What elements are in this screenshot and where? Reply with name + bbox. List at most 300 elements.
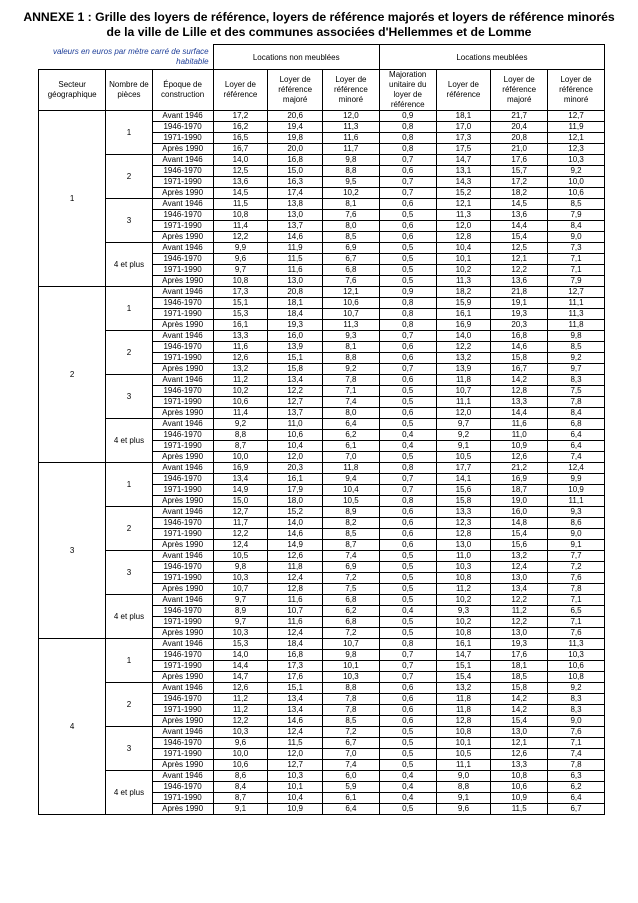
pieces-cell: 2 xyxy=(106,683,152,727)
m-ref-cell: 13,2 xyxy=(436,683,491,694)
epoque-cell: 1971-1990 xyxy=(152,573,213,584)
majoration-cell: 0,7 xyxy=(379,661,436,672)
majoration-cell: 0,5 xyxy=(379,243,436,254)
epoque-cell: 1946-1970 xyxy=(152,386,213,397)
nm-min-cell: 10,7 xyxy=(322,639,379,650)
nm-maj-cell: 12,4 xyxy=(268,628,323,639)
majoration-cell: 0,6 xyxy=(379,199,436,210)
col-header-m-min: Loyer de référence minoré xyxy=(548,70,605,111)
m-maj-cell: 13,6 xyxy=(491,276,548,287)
m-maj-cell: 12,2 xyxy=(491,595,548,606)
majoration-cell: 0,8 xyxy=(379,122,436,133)
majoration-cell: 0,5 xyxy=(379,276,436,287)
epoque-cell: 1946-1970 xyxy=(152,738,213,749)
nm-ref-cell: 16,1 xyxy=(213,320,268,331)
majoration-cell: 0,8 xyxy=(379,298,436,309)
nm-maj-cell: 10,3 xyxy=(268,771,323,782)
nm-ref-cell: 15,3 xyxy=(213,639,268,650)
epoque-cell: 1971-1990 xyxy=(152,749,213,760)
pieces-cell: 3 xyxy=(106,727,152,771)
nm-min-cell: 6,9 xyxy=(322,562,379,573)
m-maj-cell: 14,8 xyxy=(491,518,548,529)
m-ref-cell: 13,9 xyxy=(436,364,491,375)
m-maj-cell: 13,0 xyxy=(491,573,548,584)
table-row xyxy=(39,463,605,474)
majoration-cell: 0,5 xyxy=(379,804,436,815)
m-ref-cell: 10,8 xyxy=(436,573,491,584)
m-maj-cell: 12,8 xyxy=(491,386,548,397)
nm-maj-cell: 11,6 xyxy=(268,265,323,276)
nm-ref-cell: 8,4 xyxy=(213,782,268,793)
majoration-cell: 0,8 xyxy=(379,133,436,144)
majoration-cell: 0,7 xyxy=(379,672,436,683)
nm-ref-cell: 11,6 xyxy=(213,342,268,353)
nm-maj-cell: 17,9 xyxy=(268,485,323,496)
majoration-cell: 0,5 xyxy=(379,727,436,738)
epoque-cell: 1971-1990 xyxy=(152,353,213,364)
epoque-cell: Avant 1946 xyxy=(152,727,213,738)
nm-min-cell: 10,6 xyxy=(322,298,379,309)
m-min-cell: 7,7 xyxy=(548,551,605,562)
majoration-cell: 0,8 xyxy=(379,309,436,320)
nm-ref-cell: 10,5 xyxy=(213,551,268,562)
m-ref-cell: 11,1 xyxy=(436,397,491,408)
nm-min-cell: 8,8 xyxy=(322,683,379,694)
m-min-cell: 7,6 xyxy=(548,573,605,584)
epoque-cell: Après 1990 xyxy=(152,672,213,683)
nm-maj-cell: 11,5 xyxy=(268,738,323,749)
m-ref-cell: 12,2 xyxy=(436,342,491,353)
m-ref-cell: 11,8 xyxy=(436,694,491,705)
m-ref-cell: 13,3 xyxy=(436,507,491,518)
m-min-cell: 8,3 xyxy=(548,375,605,386)
nm-maj-cell: 11,6 xyxy=(268,595,323,606)
nm-maj-cell: 14,0 xyxy=(268,518,323,529)
nm-min-cell: 6,9 xyxy=(322,243,379,254)
nm-min-cell: 6,4 xyxy=(322,804,379,815)
epoque-cell: 1971-1990 xyxy=(152,441,213,452)
m-maj-cell: 12,6 xyxy=(491,452,548,463)
nm-min-cell: 7,8 xyxy=(322,375,379,386)
m-maj-cell: 13,0 xyxy=(491,727,548,738)
nm-ref-cell: 10,2 xyxy=(213,386,268,397)
m-min-cell: 7,8 xyxy=(548,397,605,408)
m-maj-cell: 11,5 xyxy=(491,804,548,815)
majoration-cell: 0,4 xyxy=(379,793,436,804)
nm-maj-cell: 19,3 xyxy=(268,320,323,331)
m-maj-cell: 12,1 xyxy=(491,738,548,749)
m-min-cell: 12,1 xyxy=(548,133,605,144)
epoque-cell: Après 1990 xyxy=(152,760,213,771)
m-min-cell: 10,8 xyxy=(548,672,605,683)
col-header-pieces: Nombre de pièces xyxy=(106,70,152,111)
nm-min-cell: 5,9 xyxy=(322,782,379,793)
epoque-cell: 1971-1990 xyxy=(152,617,213,628)
nm-min-cell: 8,0 xyxy=(322,221,379,232)
m-min-cell: 11,3 xyxy=(548,309,605,320)
col-header-majoration: Majoration unitaire du loyer de référence xyxy=(379,70,436,111)
epoque-cell: 1971-1990 xyxy=(152,705,213,716)
epoque-cell: 1971-1990 xyxy=(152,265,213,276)
nm-maj-cell: 17,4 xyxy=(268,188,323,199)
nm-maj-cell: 12,6 xyxy=(268,551,323,562)
nm-min-cell: 6,7 xyxy=(322,254,379,265)
majoration-cell: 0,8 xyxy=(379,496,436,507)
m-maj-cell: 13,0 xyxy=(491,628,548,639)
table-row xyxy=(39,771,605,782)
nm-maj-cell: 20,6 xyxy=(268,111,323,122)
nm-ref-cell: 11,2 xyxy=(213,375,268,386)
nm-ref-cell: 8,9 xyxy=(213,606,268,617)
nm-min-cell: 8,1 xyxy=(322,342,379,353)
nm-min-cell: 7,8 xyxy=(322,705,379,716)
nm-maj-cell: 10,1 xyxy=(268,782,323,793)
epoque-cell: Avant 1946 xyxy=(152,595,213,606)
m-ref-cell: 11,8 xyxy=(436,705,491,716)
m-maj-cell: 19,3 xyxy=(491,309,548,320)
nm-ref-cell: 12,2 xyxy=(213,232,268,243)
majoration-cell: 0,6 xyxy=(379,518,436,529)
table-row xyxy=(39,639,605,650)
m-maj-cell: 12,6 xyxy=(491,749,548,760)
m-min-cell: 8,4 xyxy=(548,408,605,419)
m-maj-cell: 17,2 xyxy=(491,177,548,188)
nm-min-cell: 9,8 xyxy=(322,155,379,166)
col-header-m-maj: Loyer de référence majoré xyxy=(491,70,548,111)
m-maj-cell: 11,6 xyxy=(491,419,548,430)
nm-min-cell: 11,7 xyxy=(322,144,379,155)
epoque-cell: Avant 1946 xyxy=(152,771,213,782)
epoque-cell: 1971-1990 xyxy=(152,221,213,232)
majoration-cell: 0,6 xyxy=(379,353,436,364)
nm-ref-cell: 10,0 xyxy=(213,452,268,463)
majoration-cell: 0,5 xyxy=(379,617,436,628)
nm-ref-cell: 10,8 xyxy=(213,276,268,287)
nm-maj-cell: 13,9 xyxy=(268,342,323,353)
m-maj-cell: 18,2 xyxy=(491,188,548,199)
title-line-1: ANNEXE 1 : Grille des loyers de référence, loyers de référence majorés et loyers de référence minorés xyxy=(23,10,615,24)
nm-min-cell: 11,3 xyxy=(322,122,379,133)
epoque-cell: 1946-1970 xyxy=(152,606,213,617)
m-ref-cell: 15,4 xyxy=(436,672,491,683)
m-ref-cell: 10,3 xyxy=(436,562,491,573)
m-ref-cell: 10,5 xyxy=(436,452,491,463)
m-min-cell: 7,5 xyxy=(548,386,605,397)
nm-ref-cell: 16,7 xyxy=(213,144,268,155)
nm-min-cell: 7,5 xyxy=(322,584,379,595)
nm-maj-cell: 20,0 xyxy=(268,144,323,155)
nm-ref-cell: 11,4 xyxy=(213,221,268,232)
epoque-cell: 1946-1970 xyxy=(152,166,213,177)
nm-maj-cell: 13,7 xyxy=(268,408,323,419)
majoration-cell: 0,6 xyxy=(379,683,436,694)
majoration-cell: 0,5 xyxy=(379,573,436,584)
nm-maj-cell: 15,1 xyxy=(268,353,323,364)
m-min-cell: 7,9 xyxy=(548,210,605,221)
majoration-cell: 0,5 xyxy=(379,397,436,408)
m-min-cell: 7,1 xyxy=(548,738,605,749)
epoque-cell: Après 1990 xyxy=(152,452,213,463)
nm-ref-cell: 14,0 xyxy=(213,650,268,661)
nm-maj-cell: 14,6 xyxy=(268,529,323,540)
pieces-cell: 3 xyxy=(106,199,152,243)
nm-ref-cell: 14,9 xyxy=(213,485,268,496)
m-min-cell: 10,9 xyxy=(548,485,605,496)
table-row xyxy=(39,683,605,694)
nm-min-cell: 7,8 xyxy=(322,694,379,705)
nm-maj-cell: 12,7 xyxy=(268,760,323,771)
m-maj-cell: 15,8 xyxy=(491,683,548,694)
m-min-cell: 7,1 xyxy=(548,254,605,265)
majoration-cell: 0,4 xyxy=(379,441,436,452)
majoration-cell: 0,6 xyxy=(379,507,436,518)
m-min-cell: 6,4 xyxy=(548,441,605,452)
majoration-cell: 0,9 xyxy=(379,287,436,298)
majoration-cell: 0,6 xyxy=(379,342,436,353)
m-min-cell: 6,3 xyxy=(548,771,605,782)
m-min-cell: 9,3 xyxy=(548,507,605,518)
nm-maj-cell: 13,0 xyxy=(268,210,323,221)
m-ref-cell: 10,4 xyxy=(436,243,491,254)
m-min-cell: 9,0 xyxy=(548,716,605,727)
table-row xyxy=(39,111,605,122)
m-min-cell: 6,4 xyxy=(548,793,605,804)
table-row xyxy=(39,331,605,342)
pieces-cell: 3 xyxy=(106,551,152,595)
epoque-cell: Après 1990 xyxy=(152,408,213,419)
pieces-cell: 1 xyxy=(106,111,152,155)
nm-min-cell: 7,4 xyxy=(322,551,379,562)
nm-min-cell: 8,8 xyxy=(322,353,379,364)
m-maj-cell: 18,1 xyxy=(491,661,548,672)
epoque-cell: 1971-1990 xyxy=(152,661,213,672)
m-ref-cell: 11,0 xyxy=(436,551,491,562)
nm-ref-cell: 15,0 xyxy=(213,496,268,507)
majoration-cell: 0,5 xyxy=(379,584,436,595)
epoque-cell: 1946-1970 xyxy=(152,254,213,265)
nm-maj-cell: 12,0 xyxy=(268,452,323,463)
nm-maj-cell: 19,8 xyxy=(268,133,323,144)
m-min-cell: 10,3 xyxy=(548,650,605,661)
nm-min-cell: 8,5 xyxy=(322,232,379,243)
m-maj-cell: 13,6 xyxy=(491,210,548,221)
group-header-meublees: Locations meublées xyxy=(379,45,604,70)
nm-maj-cell: 10,7 xyxy=(268,606,323,617)
table-row xyxy=(39,287,605,298)
nm-min-cell: 10,4 xyxy=(322,485,379,496)
page-title xyxy=(8,10,630,40)
epoque-cell: Après 1990 xyxy=(152,584,213,595)
nm-ref-cell: 12,2 xyxy=(213,716,268,727)
m-ref-cell: 11,3 xyxy=(436,276,491,287)
epoque-cell: Avant 1946 xyxy=(152,375,213,386)
nm-maj-cell: 16,3 xyxy=(268,177,323,188)
m-ref-cell: 16,9 xyxy=(436,320,491,331)
nm-maj-cell: 11,6 xyxy=(268,617,323,628)
m-maj-cell: 15,7 xyxy=(491,166,548,177)
nm-ref-cell: 15,3 xyxy=(213,309,268,320)
nm-min-cell: 10,7 xyxy=(322,309,379,320)
col-header-nm-min: Loyer de référence minoré xyxy=(322,70,379,111)
epoque-cell: 1946-1970 xyxy=(152,474,213,485)
nm-ref-cell: 15,1 xyxy=(213,298,268,309)
epoque-cell: 1946-1970 xyxy=(152,122,213,133)
nm-min-cell: 6,2 xyxy=(322,606,379,617)
nm-min-cell: 6,2 xyxy=(322,430,379,441)
majoration-cell: 0,5 xyxy=(379,265,436,276)
nm-maj-cell: 12,8 xyxy=(268,584,323,595)
epoque-cell: Avant 1946 xyxy=(152,551,213,562)
epoque-cell: Avant 1946 xyxy=(152,331,213,342)
m-min-cell: 12,7 xyxy=(548,111,605,122)
m-ref-cell: 9,1 xyxy=(436,793,491,804)
majoration-cell: 0,5 xyxy=(379,419,436,430)
nm-ref-cell: 16,9 xyxy=(213,463,268,474)
epoque-cell: 1946-1970 xyxy=(152,518,213,529)
majoration-cell: 0,7 xyxy=(379,474,436,485)
m-min-cell: 8,3 xyxy=(548,694,605,705)
majoration-cell: 0,9 xyxy=(379,111,436,122)
majoration-cell: 0,7 xyxy=(379,188,436,199)
nm-min-cell: 12,0 xyxy=(322,111,379,122)
nm-maj-cell: 15,2 xyxy=(268,507,323,518)
m-min-cell: 11,1 xyxy=(548,298,605,309)
nm-maj-cell: 11,8 xyxy=(268,562,323,573)
epoque-cell: 1946-1970 xyxy=(152,342,213,353)
rent-reference-table xyxy=(38,44,605,815)
nm-maj-cell: 11,0 xyxy=(268,419,323,430)
nm-min-cell: 11,6 xyxy=(322,133,379,144)
m-min-cell: 9,1 xyxy=(548,540,605,551)
nm-ref-cell: 9,2 xyxy=(213,419,268,430)
nm-maj-cell: 12,7 xyxy=(268,397,323,408)
nm-maj-cell: 14,9 xyxy=(268,540,323,551)
m-maj-cell: 19,3 xyxy=(491,639,548,650)
epoque-cell: Avant 1946 xyxy=(152,463,213,474)
m-ref-cell: 14,7 xyxy=(436,155,491,166)
majoration-cell: 0,5 xyxy=(379,562,436,573)
majoration-cell: 0,7 xyxy=(379,650,436,661)
m-min-cell: 8,5 xyxy=(548,199,605,210)
secteur-cell: 3 xyxy=(39,463,106,639)
m-min-cell: 9,0 xyxy=(548,232,605,243)
majoration-cell: 0,6 xyxy=(379,232,436,243)
m-maj-cell: 15,6 xyxy=(491,540,548,551)
majoration-cell: 0,8 xyxy=(379,463,436,474)
group-header-non-meublees: Locations non meublées xyxy=(213,45,379,70)
epoque-cell: 1971-1990 xyxy=(152,133,213,144)
majoration-cell: 0,6 xyxy=(379,716,436,727)
m-min-cell: 7,4 xyxy=(548,749,605,760)
m-ref-cell: 9,1 xyxy=(436,441,491,452)
epoque-cell: 1946-1970 xyxy=(152,782,213,793)
nm-ref-cell: 14,7 xyxy=(213,672,268,683)
nm-ref-cell: 10,0 xyxy=(213,749,268,760)
m-maj-cell: 12,5 xyxy=(491,243,548,254)
secteur-cell: 1 xyxy=(39,111,106,287)
m-ref-cell: 18,2 xyxy=(436,287,491,298)
epoque-cell: 1946-1970 xyxy=(152,562,213,573)
m-ref-cell: 13,2 xyxy=(436,353,491,364)
m-ref-cell: 12,8 xyxy=(436,232,491,243)
nm-min-cell: 7,2 xyxy=(322,727,379,738)
nm-maj-cell: 18,0 xyxy=(268,496,323,507)
m-maj-cell: 21,7 xyxy=(491,111,548,122)
m-maj-cell: 14,2 xyxy=(491,694,548,705)
m-maj-cell: 16,8 xyxy=(491,331,548,342)
m-ref-cell: 10,1 xyxy=(436,254,491,265)
title-line-2: de la ville de Lille et des communes associées d'Hellemmes et de Lomme xyxy=(106,25,532,39)
epoque-cell: 1971-1990 xyxy=(152,529,213,540)
majoration-cell: 0,4 xyxy=(379,430,436,441)
m-min-cell: 8,6 xyxy=(548,518,605,529)
nm-ref-cell: 9,8 xyxy=(213,562,268,573)
nm-ref-cell: 10,6 xyxy=(213,397,268,408)
m-min-cell: 11,9 xyxy=(548,122,605,133)
m-ref-cell: 14,3 xyxy=(436,177,491,188)
nm-ref-cell: 9,7 xyxy=(213,595,268,606)
m-min-cell: 8,5 xyxy=(548,342,605,353)
majoration-cell: 0,5 xyxy=(379,738,436,749)
m-min-cell: 10,6 xyxy=(548,661,605,672)
nm-min-cell: 7,1 xyxy=(322,386,379,397)
col-header-m-ref: Loyer de référence xyxy=(436,70,491,111)
nm-ref-cell: 12,7 xyxy=(213,507,268,518)
m-ref-cell: 10,8 xyxy=(436,628,491,639)
nm-ref-cell: 14,4 xyxy=(213,661,268,672)
nm-min-cell: 6,0 xyxy=(322,771,379,782)
epoque-cell: Avant 1946 xyxy=(152,243,213,254)
epoque-cell: Après 1990 xyxy=(152,276,213,287)
epoque-cell: 1971-1990 xyxy=(152,485,213,496)
m-maj-cell: 14,6 xyxy=(491,342,548,353)
nm-maj-cell: 15,1 xyxy=(268,683,323,694)
m-min-cell: 7,8 xyxy=(548,760,605,771)
m-maj-cell: 21,0 xyxy=(491,144,548,155)
m-ref-cell: 15,6 xyxy=(436,485,491,496)
nm-min-cell: 8,0 xyxy=(322,408,379,419)
m-min-cell: 6,7 xyxy=(548,804,605,815)
nm-ref-cell: 11,2 xyxy=(213,705,268,716)
majoration-cell: 0,8 xyxy=(379,639,436,650)
nm-ref-cell: 9,7 xyxy=(213,265,268,276)
epoque-cell: 1946-1970 xyxy=(152,694,213,705)
nm-min-cell: 10,5 xyxy=(322,496,379,507)
epoque-cell: Après 1990 xyxy=(152,188,213,199)
nm-min-cell: 7,0 xyxy=(322,749,379,760)
m-ref-cell: 12,0 xyxy=(436,408,491,419)
nm-maj-cell: 16,0 xyxy=(268,331,323,342)
nm-min-cell: 12,1 xyxy=(322,287,379,298)
nm-maj-cell: 16,8 xyxy=(268,650,323,661)
majoration-cell: 0,5 xyxy=(379,386,436,397)
table-row xyxy=(39,199,605,210)
nm-min-cell: 9,3 xyxy=(322,331,379,342)
nm-maj-cell: 11,5 xyxy=(268,254,323,265)
m-maj-cell: 19,0 xyxy=(491,496,548,507)
nm-min-cell: 7,2 xyxy=(322,573,379,584)
table-row xyxy=(39,375,605,386)
nm-min-cell: 6,1 xyxy=(322,441,379,452)
majoration-cell: 0,6 xyxy=(379,375,436,386)
nm-maj-cell: 11,9 xyxy=(268,243,323,254)
majoration-cell: 0,5 xyxy=(379,254,436,265)
nm-min-cell: 6,4 xyxy=(322,419,379,430)
nm-ref-cell: 10,3 xyxy=(213,727,268,738)
m-ref-cell: 17,5 xyxy=(436,144,491,155)
nm-min-cell: 10,1 xyxy=(322,661,379,672)
pieces-cell: 1 xyxy=(106,463,152,507)
